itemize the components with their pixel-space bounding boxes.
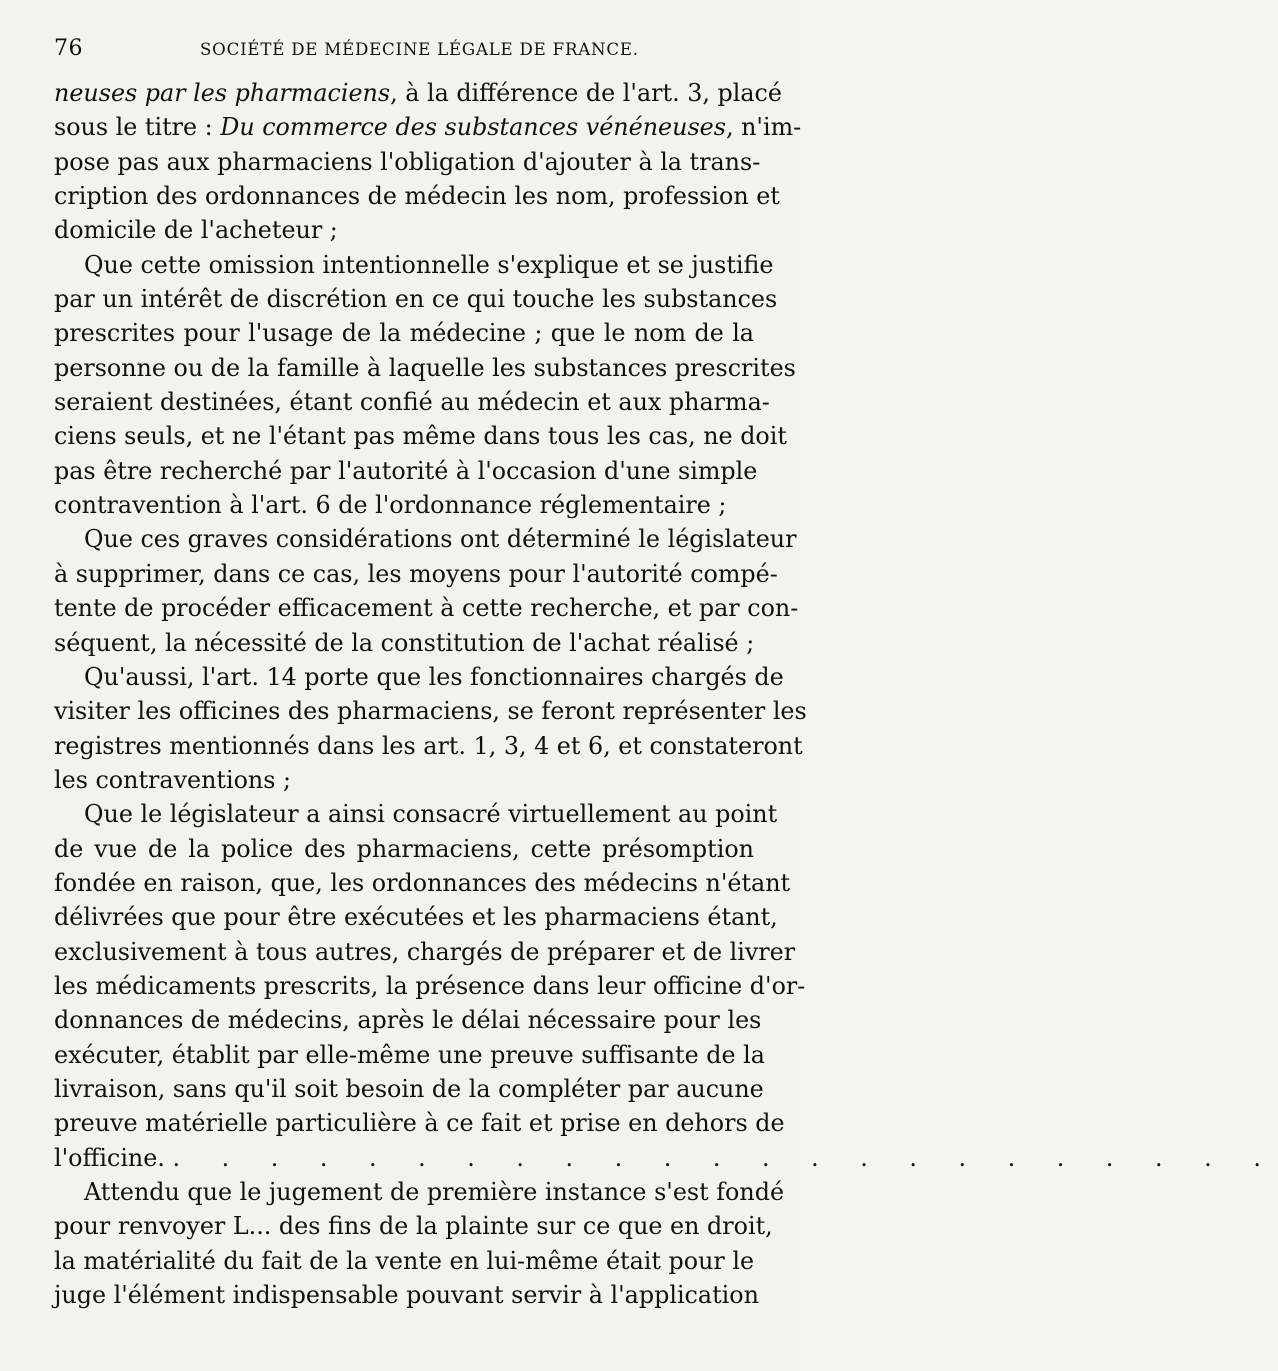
text-line: neuses par les pharmaciens, à la différence de l'art. 3, placé [54,79,782,107]
text-line: pour renvoyer L... des fins de la plainte sur ce que en droit, [54,1212,773,1241]
text-line: exclusivement à tous autres, chargés de préparer et de livrer [54,937,796,966]
text-line: prescrites pour l'usage de la médecine ; que le nom de la [54,319,754,348]
text-line: délivrées que pour être exécutées et les pharmaciens étant, [54,903,778,932]
paragraph-start-line: Que cette omission intentionnelle s'explique et se justifie [84,250,774,279]
text-line: seraient destinées, étant confié au médecin et aux pharma- [54,388,770,417]
text-line: pas être recherché par l'autorité à l'occasion d'une simple [54,456,758,485]
paragraph-start-line: Que le législateur a ainsi consacré virtuellement au point [84,800,778,829]
paragraph-start-line: Attendu que le jugement de première instance s'est fondé [84,1178,785,1206]
running-head: SOCIÉTÉ DE MÉDECINE LÉGALE DE FRANCE. [200,40,639,59]
text-line: les contraventions ; [54,765,292,794]
text-line: personne ou de la famille à laquelle les substances prescrites [54,353,796,382]
text-line: preuve matérielle particulière à ce fait et prise en dehors de [54,1109,785,1138]
text-line: fondée en raison, que, les ordonnances des médecins n'étant [54,868,791,897]
text-line: tente de procéder efficacement à cette recherche, et par con- [54,594,799,623]
text-line: à supprimer, dans ce cas, les moyens pour l'autorité compé- [54,559,778,588]
text-line: visiter les officines des pharmaciens, se feront représenter les [54,697,807,726]
text-line: ciens seuls, et ne l'étant pas même dans tous les cas, ne doit [54,422,787,451]
text-line: registres mentionnés dans les art. 1, 3, 4 et 6, et constateront [54,731,803,760]
text-line: de vue de la police des pharmaciens, cette présomption [54,834,754,863]
body-text [54,76,1278,1312]
text-line: cription des ordonnances de médecin les nom, profession et [54,182,780,211]
text-line: les médicaments prescrits, la présence dans leur officine d'or- [54,971,806,1000]
text-line: pose pas aux pharmaciens l'obligation d'ajouter à la trans- [54,147,761,176]
text-line: contravention à l'art. 6 de l'ordonnance réglementaire ; [54,491,727,520]
text-line: séquent, la nécessité de la constitution de l'achat réalisé ; [54,628,755,657]
text-line: livraison, sans qu'il soit besoin de la compléter par aucune [54,1074,764,1103]
page-header [54,36,762,70]
page-number: 76 [54,36,83,61]
text-line: exécuter, établit par elle-même une preuve suffisante de la [54,1040,765,1069]
paragraph-start-line: Que ces graves considérations ont déterminé le législateur [84,525,797,554]
text-line: sous le titre : Du commerce des substances vénéneuses, n'im- [54,113,802,142]
text-line: juge l'élément indispensable pouvant servir à l'application [54,1281,759,1310]
text-line: la matérialité du fait de la vente en lui-même était pour le [54,1246,755,1275]
text-line: domicile de l'acheteur ; [54,216,338,245]
paragraph-start-line: Qu'aussi, l'art. 14 porte que les fonctionnaires chargés de [84,662,784,691]
text-line: donnances de médecins, après le délai nécessaire pour les [54,1006,762,1035]
leader-dots: . . . . . . . . . . . . . . . . . . . . . . . [172,1143,1278,1172]
text-line: par un intérêt de discrétion en ce qui touche les substances [54,285,778,314]
text-line: l'officine. . . . . . . . . . . . . . . . . . . . . . . . [54,1143,1278,1172]
